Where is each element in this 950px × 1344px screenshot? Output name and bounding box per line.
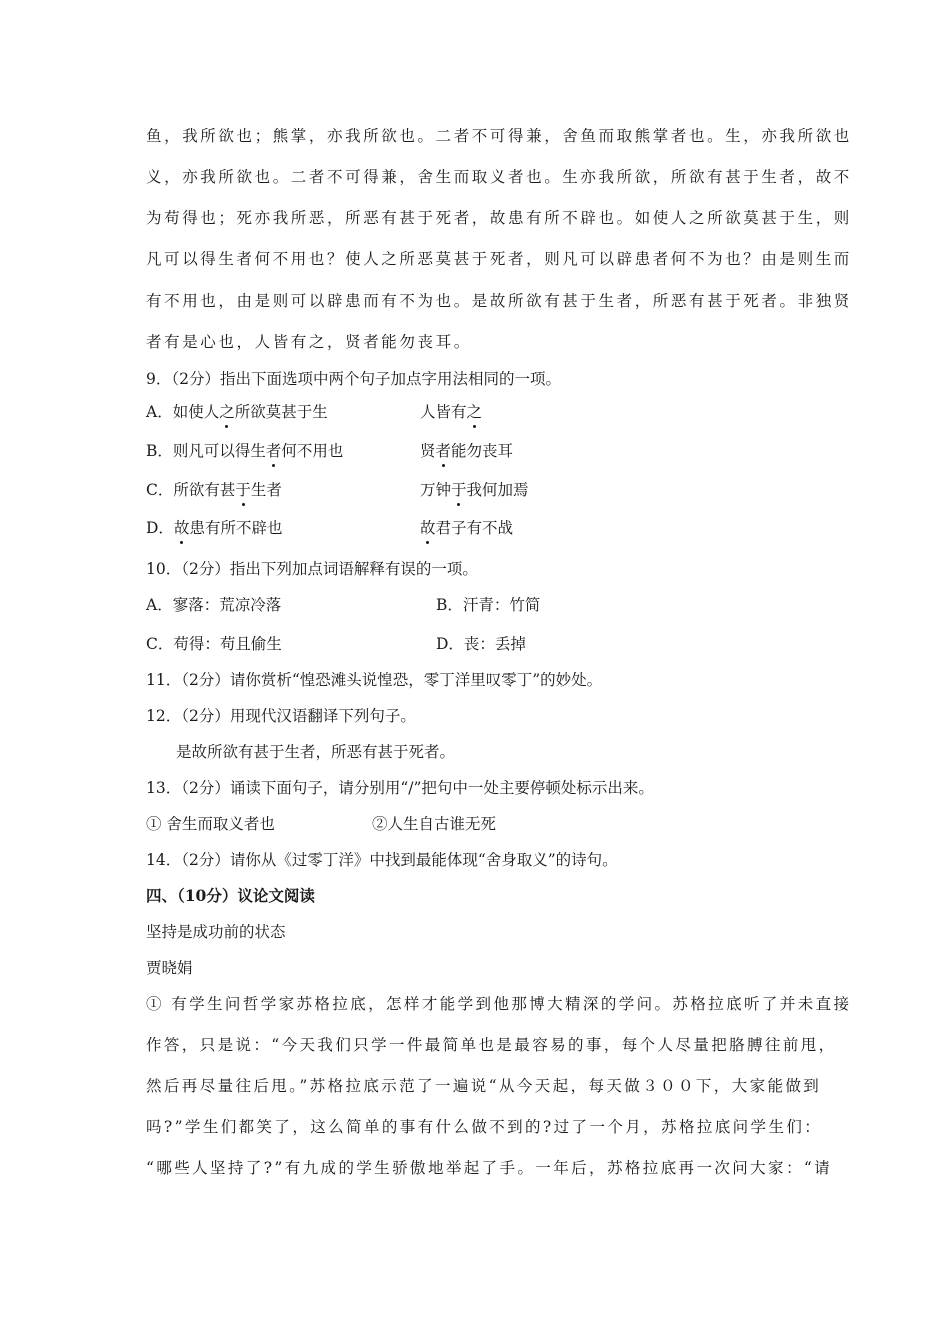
emphasis-dot-char: 之 [466,403,483,421]
question-12-stem: 12．（2分）用现代汉语翻译下列句子。 [146,707,416,725]
q9-option-c-right: 万钟于我何加焉 [420,481,529,499]
q9-option-c: C．所欲有甚于生者 [146,481,282,499]
section-4-heading: 四、（10分）议论文阅读 [146,886,315,905]
article-title: 坚持是成功前的状态 [146,923,286,941]
q13-sentence-b: ②人生自古谁无死 [372,815,497,833]
passage-line: 凡可以得生者何不用也？使人之所恶莫甚于死者，则凡可以辟患者何不为也？由是则生而 [146,250,852,268]
article-line: 作答，只是说：“今天我们只学一件最简单也是最容易的事，每个人尽量把胳膊往前甩， [146,1036,837,1054]
q10-option-c: C．苟得：苟且偷生 [146,635,282,653]
question-14: 14．（2分）请你从《过零丁洋》中找到最能体现“舍身取义”的诗句。 [146,851,618,869]
emphasis-dot-char: 者 [265,442,282,460]
article-line: 吗?”学生们都笑了，这么简单的事有什么做不到的?过了一个月，苏格拉底问学生们： [146,1118,823,1136]
q10-option-b: B．汗青：竹简 [436,596,541,614]
emphasis-dot-char: 于 [235,481,251,499]
q9-option-a-right: 人皆有之 [420,403,483,421]
emphasis-dot-char: 者 [435,442,452,460]
article-line: ① 有学生问哲学家苏格拉底，怎样才能学到他那博大精深的学问。苏格拉底听了并未直接 [146,995,852,1013]
q9-option-d-right: 故君子有不战 [420,519,514,537]
question-11: 11．（2分）请你赏析“惶恐滩头说惶恐，零丁洋里叹零丁”的妙处。 [146,671,603,689]
question-13-stem: 13．（2分）诵读下面句子，请分别用“/”把句中一处主要停顿处标示出来。 [146,779,654,797]
q9-option-b-right: 贤者能勿丧耳 [420,442,514,460]
q9-option-a: A．如使人之所欲莫甚于生 [146,403,328,421]
article-line: 然后再尽量往后甩。”苏格拉底示范了一遍说“从今天起，每天做３００下，大家能做到 [146,1077,822,1095]
q10-option-a: A．寥落：荒凉冷落 [146,596,282,614]
question-9-stem: 9．（2分）指出下面选项中两个句子加点字用法相同的一项。 [146,370,561,388]
passage-line: 义，亦我所欲也。二者不可得兼，舍生而取义者也。生亦我所欲，所欲有甚于生者，故不 [146,168,852,186]
passage-line: 者有是心也，人皆有之，贤者能勿丧耳。 [146,333,472,351]
passage-line: 鱼，我所欲也；熊掌，亦我所欲也。二者不可得兼，舍鱼而取熊掌者也。生，亦我所欲也 [146,127,852,145]
q13-sentence-a: ① 舍生而取义者也 [146,815,275,833]
question-10-stem: 10．（2分）指出下列加点词语解释有误的一项。 [146,560,478,578]
emphasis-dot-char: 故 [420,519,436,537]
emphasis-dot-char: 之 [219,403,235,421]
q9-option-d: D．故患有所不辟也 [146,519,283,537]
article-line: “哪些人坚持了?”有九成的学生骄傲地举起了手。一年后，苏格拉底再一次问大家：“请 [146,1159,833,1177]
emphasis-dot-char: 故 [173,519,190,537]
q10-option-d: D．丧：丢掉 [436,635,526,653]
q9-option-b: B．则凡可以得生者何不用也 [146,442,344,460]
emphasis-dot-char: 于 [451,481,467,499]
passage-line: 为苟得也；死亦我所恶，所恶有甚于死者，故患有所不辟也。如使人之所欲莫甚于生，则 [146,209,852,227]
q12-sentence: 是故所欲有甚于生者，所恶有甚于死者。 [176,743,456,761]
article-author: 贾晓娟 [146,959,193,977]
passage-line: 有不用也，由是则可以辟患而有不为也。是故所欲有甚于生者，所恶有甚于死者。非独贤 [146,292,852,310]
